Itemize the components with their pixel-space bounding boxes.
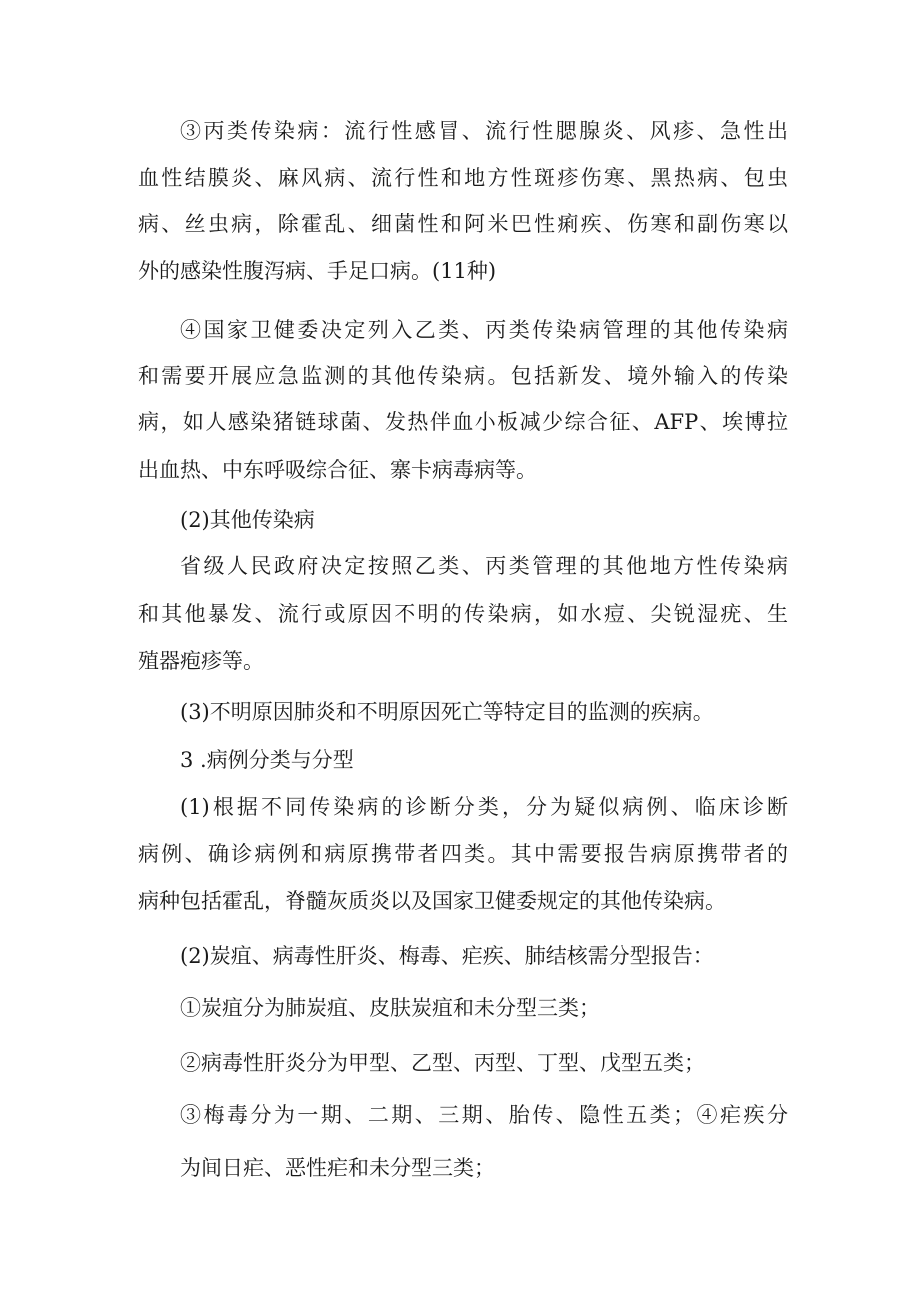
list-item: ②病毒性肝炎分为甲型、乙型、丙型、丁型、戊型五类； [180, 1051, 705, 1075]
section-heading: 3 .病例分类与分型 [180, 748, 354, 772]
text-line: 省级人民政府决定按照乙类、丙类管理的其他地方性传染病 [180, 554, 788, 578]
text-line: (2)炭疽、病毒性肝炎、梅毒、疟疾、肺结核需分型报告： [180, 944, 714, 968]
section-heading: (2)其他传染病 [180, 508, 315, 532]
list-item: 为间日疟、恶性疟和未分型三类； [180, 1156, 495, 1180]
text-line: 病、丝虫病，除霍乱、细菌性和阿米巴性痢疾、伤寒和副伤寒以 [138, 212, 788, 236]
list-item: ①炭疽分为肺炭疽、皮肤炭疽和未分型三类； [180, 996, 600, 1020]
text-line: ④国家卫健委决定列入乙类、丙类传染病管理的其他传染病 [180, 318, 788, 342]
text-line: 病，如人感染猪链球菌、发热伴血小板减少综合征、AFP、埃博拉 [138, 410, 788, 434]
text-line: 血性结膜炎、麻风病、流行性和地方性斑疹伤寒、黑热病、包虫 [138, 166, 788, 190]
text-line: (3)不明原因肺炎和不明原因死亡等特定目的监测的疾病。 [180, 700, 714, 724]
text-line: 出血热、中东呼吸综合征、寨卡病毒病等。 [138, 458, 537, 482]
text-line: 和需要开展应急监测的其他传染病。包括新发、境外输入的传染 [138, 364, 788, 388]
text-line: 外的感染性腹泻病、手足口病。(11种) [138, 259, 497, 283]
text-line: 殖器疱疹等。 [138, 649, 264, 673]
text-line: 病例、确诊病例和病原携带者四类。其中需要报告病原携带者的 [138, 842, 788, 866]
text-line: 和其他暴发、流行或原因不明的传染病，如水痘、尖锐湿疣、生 [138, 602, 788, 626]
text-line: ③丙类传染病：流行性感冒、流行性腮腺炎、风疹、急性出 [180, 119, 788, 143]
list-item: ③梅毒分为一期、二期、三期、胎传、隐性五类；④疟疾分 [180, 1103, 788, 1127]
text-line: (1)根据不同传染病的诊断分类，分为疑似病例、临床诊断 [180, 795, 788, 819]
text-line: 病种包括霍乱，脊髓灰质炎以及国家卫健委规定的其他传染病。 [138, 889, 726, 913]
